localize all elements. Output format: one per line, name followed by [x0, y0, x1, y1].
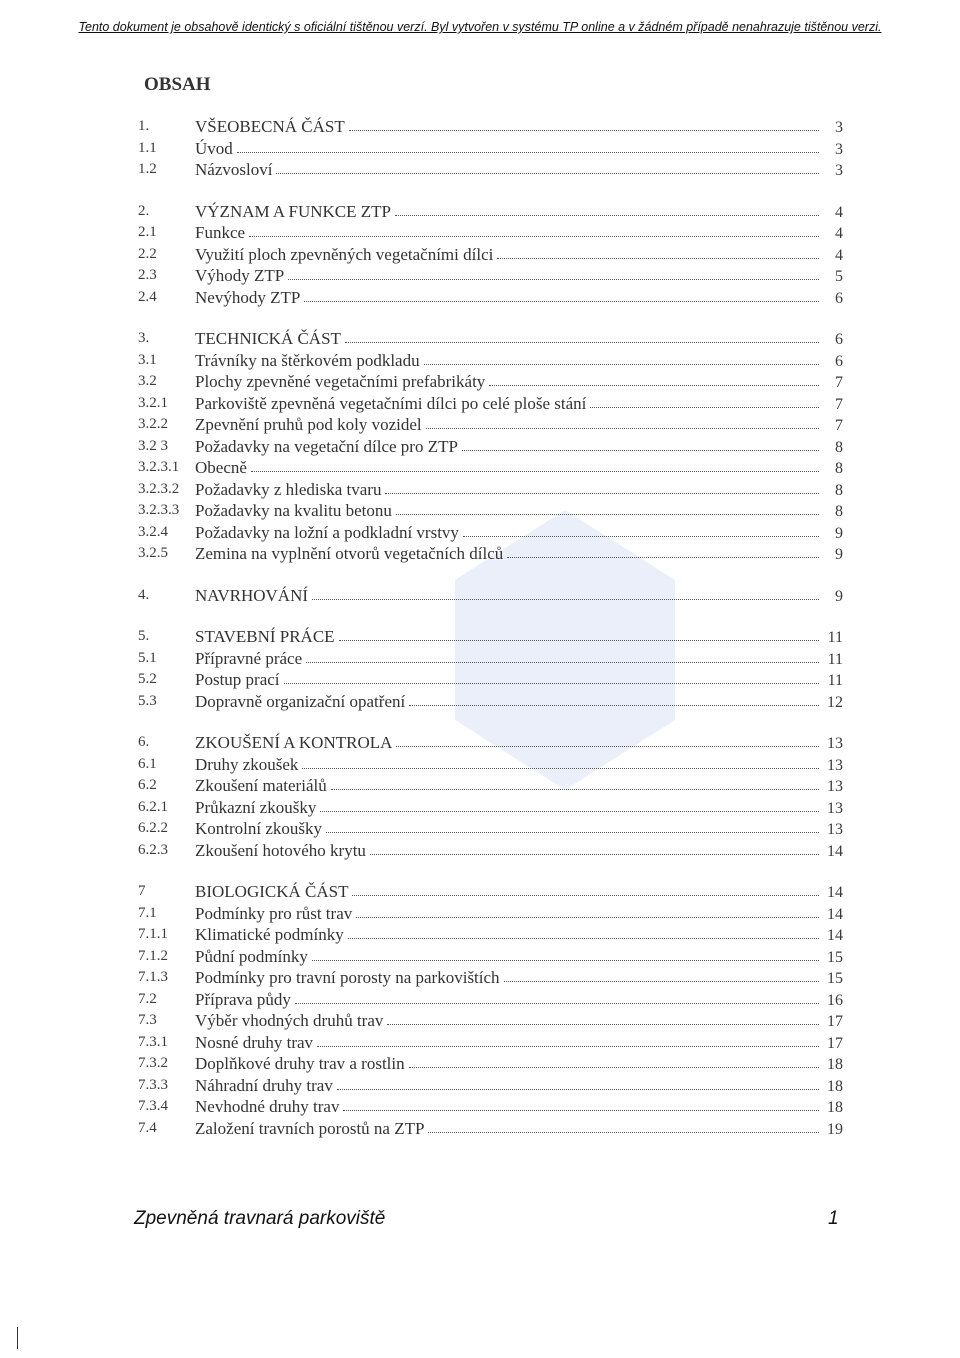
toc-entry[interactable]: [0, 371, 960, 393]
toc-entry-title: Požadavky na vegetační dílce pro ZTP: [195, 436, 458, 456]
toc-entry-page: 13: [827, 756, 843, 774]
toc-section: [0, 585, 960, 607]
toc-entry-row: [195, 967, 843, 990]
toc-entry-row: [195, 881, 843, 904]
toc-entry-page: 13: [827, 799, 843, 817]
toc-entry-row: [195, 350, 843, 373]
toc-entry-number: 7.4: [138, 1119, 157, 1136]
dot-leader: [352, 881, 819, 896]
toc-entry-number: 3.2 3: [138, 437, 168, 454]
toc-entry-page: 6: [835, 352, 843, 370]
toc-entry-row: [195, 989, 843, 1012]
toc-entry-row: [195, 500, 843, 523]
toc-entry[interactable]: [0, 989, 960, 1011]
toc-entry-title: Přípravné práce: [195, 648, 303, 668]
toc-entry[interactable]: [0, 818, 960, 840]
toc-entry-number: 6.2: [138, 777, 157, 793]
dot-leader: [349, 116, 819, 131]
toc-entry-number: 2.2: [138, 245, 157, 262]
toc-entry-row: [195, 1096, 843, 1119]
toc-entry-row: [195, 818, 843, 841]
toc-entry-page: 3: [835, 162, 843, 179]
dot-leader: [339, 626, 819, 641]
toc-entry-number: 6.2.2: [138, 820, 168, 836]
toc-entry-title: Zkoušení hotového krytu: [195, 840, 366, 860]
toc-entry-title: Nevýhody ZTP: [195, 287, 301, 307]
toc-entry-row: [195, 585, 843, 608]
toc-entry-number: 6.2.3: [138, 841, 168, 858]
toc-section: [0, 328, 960, 565]
toc-entry-number: 3.2.3.2: [138, 480, 180, 497]
toc-entry-page: 7: [835, 417, 843, 434]
toc-entry-title: Průkazní zkoušky: [195, 797, 317, 817]
toc-entry[interactable]: [0, 1118, 960, 1140]
toc-entry-page: 8: [835, 438, 843, 456]
toc-entry-number: 5.: [138, 628, 150, 644]
toc-entry-title: Úvod: [195, 138, 233, 158]
toc-entry-title: NAVRHOVÁNÍ: [195, 585, 309, 605]
dot-leader: [312, 946, 819, 961]
toc-entry-page: 14: [827, 884, 843, 901]
dot-leader: [337, 1075, 819, 1090]
toc-entry-page: 17: [827, 1034, 843, 1052]
toc-entry-page: 8: [835, 503, 843, 520]
toc-entry-page: 14: [827, 927, 843, 944]
toc-entry-title: Nevhodné druhy trav: [195, 1097, 340, 1116]
toc-entry-title: Klimatické podmínky: [195, 925, 344, 944]
toc-entry-title: Dopravně organizační opatření: [195, 691, 406, 711]
toc-entry[interactable]: [0, 287, 960, 309]
toc-entry[interactable]: [0, 244, 960, 266]
dot-leader: [463, 522, 819, 537]
dot-leader: [385, 479, 819, 494]
toc-entry-title: Zkoušení materiálů: [195, 776, 327, 795]
toc-entry-page: 8: [835, 460, 843, 477]
toc-entry-page: 18: [827, 1056, 843, 1073]
toc-entry-page: 13: [827, 778, 843, 795]
dot-leader: [356, 903, 819, 918]
toc-entry-number: 6.2.1: [138, 798, 168, 815]
toc-entry-title: Podmínky pro růst trav: [195, 903, 353, 923]
toc-entry-title: VŠEOBECNÁ ČÁST: [195, 117, 345, 136]
toc-entry-number: 3.: [138, 330, 150, 346]
toc-entry-row: [195, 732, 843, 755]
toc-entry-page: 7: [835, 374, 843, 391]
toc-entry[interactable]: [0, 222, 960, 244]
toc-entry-number: 3.2.3.1: [138, 459, 180, 475]
toc-entry-row: [195, 1118, 843, 1141]
toc-entry-number: 2.3: [138, 267, 157, 283]
toc-entry-page: 4: [835, 246, 843, 264]
toc-entry[interactable]: [0, 414, 960, 436]
toc-entry-title: VÝZNAM A FUNKCE ZTP: [195, 201, 391, 221]
toc-entry-number: 7.1.3: [138, 969, 168, 985]
dot-leader: [395, 201, 819, 216]
toc-entry-row: [195, 754, 843, 777]
toc-entry-page: 9: [835, 587, 843, 605]
toc-entry[interactable]: [0, 436, 960, 458]
toc-entry-row: [195, 648, 843, 671]
toc-entry-title: Náhradní druhy trav: [195, 1075, 333, 1095]
toc-entry[interactable]: [0, 946, 960, 968]
toc-entry[interactable]: [0, 669, 960, 691]
toc-entry-title: TECHNICKÁ ČÁST: [195, 329, 341, 348]
toc-entry-row: [195, 436, 843, 459]
toc-entry-page: 4: [835, 203, 843, 221]
dot-leader: [317, 1032, 819, 1047]
toc-entry[interactable]: [0, 350, 960, 372]
toc-entry-number: 3.1: [138, 351, 157, 368]
toc-entry[interactable]: [0, 393, 960, 415]
dot-leader: [507, 543, 819, 558]
toc-entry[interactable]: [0, 479, 960, 501]
toc-entry-number: 6.1: [138, 755, 157, 772]
toc-entry[interactable]: [0, 924, 960, 946]
toc-entry-number: 7.2: [138, 990, 157, 1007]
toc-entry-page: 16: [827, 991, 843, 1009]
toc-entry-title: STAVEBNÍ PRÁCE: [195, 627, 335, 646]
toc-entry-row: [195, 797, 843, 820]
toc-section: [0, 732, 960, 861]
toc-entry[interactable]: [0, 457, 960, 479]
dot-leader: [312, 585, 819, 600]
toc-entry-row: [195, 1053, 843, 1076]
toc-entry-page: 5: [835, 268, 843, 285]
toc-entry-page: 14: [827, 842, 843, 860]
toc-entry-title: Zemina na vyplnění otvorů vegetačních dílců: [195, 544, 504, 563]
dot-leader: [284, 669, 819, 684]
footer-document-title: Zpevněná travnará parkoviště: [134, 1208, 386, 1229]
toc-entry[interactable]: [0, 840, 960, 862]
dot-leader: [276, 159, 819, 174]
toc-entry-page: 19: [827, 1120, 843, 1138]
toc-entry[interactable]: [0, 116, 960, 138]
toc-entry[interactable]: [0, 797, 960, 819]
toc-entry[interactable]: [0, 265, 960, 287]
toc-entry-title: ZKOUŠENÍ A KONTROLA: [195, 733, 393, 752]
toc-entry[interactable]: [0, 159, 960, 181]
toc-entry-title: Obecně: [195, 458, 247, 477]
dot-leader: [331, 775, 819, 790]
toc-entry-page: 9: [835, 546, 843, 563]
toc-entry-number: 3.2.3.3: [138, 502, 180, 518]
dot-leader: [288, 265, 819, 280]
toc-entry[interactable]: [0, 1075, 960, 1097]
dot-leader: [370, 840, 819, 855]
toc-entry-row: [195, 1032, 843, 1055]
toc-entry-page: 11: [827, 650, 843, 668]
toc-entry-number: 6.: [138, 734, 150, 750]
toc-entry-page: 15: [827, 948, 843, 966]
toc-entry-row: [195, 903, 843, 926]
toc-entry-title: Doplňkové druhy trav a rostlin: [195, 1054, 405, 1073]
dot-leader: [302, 754, 819, 769]
toc-entry-number: 1.2: [138, 161, 157, 177]
dot-leader: [426, 414, 819, 429]
toc-entry-title: Příprava půdy: [195, 989, 291, 1009]
toc-entry[interactable]: [0, 691, 960, 713]
toc-entry-number: 7.1.1: [138, 926, 168, 942]
toc-entry-number: 3.2.5: [138, 545, 168, 561]
toc-heading: OBSAH: [144, 74, 211, 95]
dot-leader: [424, 350, 819, 365]
dot-leader: [428, 1118, 819, 1133]
toc-entry-number: 5.3: [138, 692, 157, 709]
toc-entry-page: 12: [827, 693, 843, 711]
toc-entry-row: [195, 840, 843, 863]
toc-entry-number: 7.3.4: [138, 1098, 168, 1114]
toc-entry-title: Postup prací: [195, 670, 280, 689]
toc-entry-number: 5.2: [138, 671, 157, 687]
toc-entry-number: 7.3.3: [138, 1076, 168, 1093]
toc-section: [0, 881, 960, 1139]
toc-entry-row: [195, 479, 843, 502]
toc-entry-number: 7.3: [138, 1012, 157, 1028]
toc-entry-number: 3.2.2: [138, 416, 168, 432]
toc-entry-number: 7: [138, 883, 146, 899]
toc-entry-row: [195, 265, 843, 288]
toc-entry-row: [195, 414, 843, 437]
toc-entry-page: 14: [827, 905, 843, 923]
toc-entry-page: 3: [835, 119, 843, 136]
toc-entry-number: 2.1: [138, 224, 157, 240]
toc-entry-title: Názvosloví: [195, 160, 273, 179]
toc-entry-title: Kontrolní zkoušky: [195, 819, 323, 838]
toc-entry-number: 7.3.2: [138, 1055, 168, 1071]
toc-entry-number: 7.1: [138, 904, 157, 921]
dot-leader: [504, 967, 819, 982]
toc-entry[interactable]: [0, 1096, 960, 1118]
footer-page-number: 1: [828, 1208, 839, 1229]
toc-entry-page: 15: [827, 970, 843, 987]
toc-entry-title: Podmínky pro travní porosty na parkovištích: [195, 968, 500, 987]
toc-entry-row: [195, 522, 843, 545]
toc-entry[interactable]: [0, 1053, 960, 1075]
toc-entry-row: [195, 138, 843, 161]
toc-entry-title: BIOLOGICKÁ ČÁST: [195, 882, 349, 901]
toc-entry-row: [195, 775, 843, 798]
toc-section: [0, 626, 960, 712]
toc-entry-title: Funkce: [195, 223, 246, 242]
toc-entry-title: Výhody ZTP: [195, 266, 285, 285]
toc-entry[interactable]: [0, 626, 960, 648]
toc-entry-title: Požadavky z hlediska tvaru: [195, 479, 382, 499]
toc-entry-row: [195, 116, 843, 139]
dot-leader: [251, 457, 819, 472]
toc-entry-number: 5.1: [138, 649, 157, 666]
toc-entry-title: Půdní podmínky: [195, 946, 308, 966]
toc-entry-page: 18: [827, 1077, 843, 1095]
toc-entry-page: 11: [827, 629, 843, 646]
toc-entry[interactable]: [0, 648, 960, 670]
toc-entry-title: Trávníky na štěrkovém podkladu: [195, 350, 420, 370]
toc-entry[interactable]: [0, 732, 960, 754]
toc-entry-number: 1.1: [138, 139, 157, 156]
toc-entry-page: 7: [835, 395, 843, 413]
toc-section: [0, 116, 960, 181]
toc-entry[interactable]: [0, 138, 960, 160]
toc-entry-number: 7.3.1: [138, 1033, 168, 1050]
toc-entry-title: Výběr vhodných druhů trav: [195, 1011, 384, 1030]
toc-entry-title: Zpevnění pruhů pod koly vozidel: [195, 415, 422, 434]
toc-entry[interactable]: [0, 754, 960, 776]
dot-leader: [396, 500, 819, 515]
toc-entry-title: Požadavky na ložní a podkladní vrstvy: [195, 522, 459, 542]
toc-entry-row: [195, 543, 843, 566]
toc-entry-title: Založení travních porostů na ZTP: [195, 1118, 425, 1138]
toc-section: [0, 201, 960, 309]
toc-entry-number: 2.4: [138, 288, 157, 305]
toc-entry-row: [195, 946, 843, 969]
dot-leader: [396, 732, 819, 747]
toc-entry-row: [195, 393, 843, 416]
toc-entry-row: [195, 244, 843, 267]
toc-entry-row: [195, 222, 843, 245]
toc-entry-page: 13: [827, 821, 843, 838]
toc-entry-row: [195, 1010, 843, 1033]
toc-entry-row: [195, 328, 843, 351]
toc-entry-page: 6: [835, 331, 843, 348]
toc-entry-title: Využití ploch zpevněných vegetačními dílci: [195, 244, 494, 264]
toc-entry-row: [195, 201, 843, 224]
toc-entry-title: Parkoviště zpevněná vegetačními dílci po celé ploše stání: [195, 393, 587, 413]
toc-entry-page: 11: [827, 672, 843, 689]
toc-entry-page: 6: [835, 289, 843, 307]
dot-leader: [326, 818, 819, 833]
dot-leader: [409, 691, 819, 706]
toc-entry-row: [195, 457, 843, 480]
toc-entry[interactable]: [0, 881, 960, 903]
toc-entry[interactable]: [0, 967, 960, 989]
dot-leader: [306, 648, 819, 663]
toc-entry-title: Nosné druhy trav: [195, 1032, 314, 1052]
toc-entry-number: 3.2.1: [138, 394, 168, 411]
toc-entry-page: 3: [835, 140, 843, 158]
toc-entry-number: 2.: [138, 202, 150, 219]
toc-entry-row: [195, 691, 843, 714]
toc-entry-page: 9: [835, 524, 843, 542]
dot-leader: [343, 1096, 819, 1111]
toc-entry[interactable]: [0, 1010, 960, 1032]
toc-entry-number: 7.1.2: [138, 947, 168, 964]
toc-entry-row: [195, 626, 843, 649]
toc-entry-title: Požadavky na kvalitu betonu: [195, 501, 392, 520]
toc-entry[interactable]: [0, 1032, 960, 1054]
toc-entry-number: 3.2: [138, 373, 157, 389]
toc-entry-title: Druhy zkoušek: [195, 754, 299, 774]
toc-entry-page: 4: [835, 225, 843, 242]
toc-entry-row: [195, 924, 843, 947]
toc-entry[interactable]: [0, 500, 960, 522]
dot-leader: [348, 924, 819, 939]
toc-entry[interactable]: [0, 328, 960, 350]
toc-entry-row: [195, 1075, 843, 1098]
toc-entry-page: 8: [835, 481, 843, 499]
dot-leader: [345, 328, 819, 343]
toc-entry-page: 13: [827, 735, 843, 752]
toc-entry-title: Plochy zpevněné vegetačními prefabrikáty: [195, 372, 486, 391]
dot-leader: [304, 287, 819, 302]
dot-leader: [249, 222, 819, 237]
dot-leader: [320, 797, 819, 812]
toc-entry-row: [195, 287, 843, 310]
toc-entry-row: [195, 669, 843, 692]
official-version-notice: Tento dokument je obsahově identický s oficiální tištěnou verzí. Byl vytvořen v systému TP online a v žádném případě nenahrazuje tištěnou verzi.: [78, 20, 882, 34]
toc-entry-page: 17: [827, 1013, 843, 1030]
toc-entry-page: 18: [827, 1099, 843, 1116]
dot-leader: [489, 371, 819, 386]
toc-entry[interactable]: [0, 903, 960, 925]
toc-entry[interactable]: [0, 775, 960, 797]
dot-leader: [237, 138, 819, 153]
toc-entry-row: [195, 159, 843, 182]
toc-entry[interactable]: [0, 201, 960, 223]
dot-leader: [295, 989, 819, 1004]
toc-entry-number: 4.: [138, 586, 150, 603]
table-of-contents: [0, 116, 960, 1159]
dot-leader: [462, 436, 819, 451]
dot-leader: [590, 393, 819, 408]
toc-entry-number: 3.2.4: [138, 523, 168, 540]
toc-entry-number: 1.: [138, 118, 150, 134]
margin-mark: [17, 1327, 18, 1349]
toc-entry-row: [195, 371, 843, 394]
dot-leader: [497, 244, 819, 259]
dot-leader: [409, 1053, 819, 1068]
toc-entry[interactable]: [0, 543, 960, 565]
toc-entry[interactable]: [0, 585, 960, 607]
toc-entry[interactable]: [0, 522, 960, 544]
dot-leader: [387, 1010, 819, 1025]
